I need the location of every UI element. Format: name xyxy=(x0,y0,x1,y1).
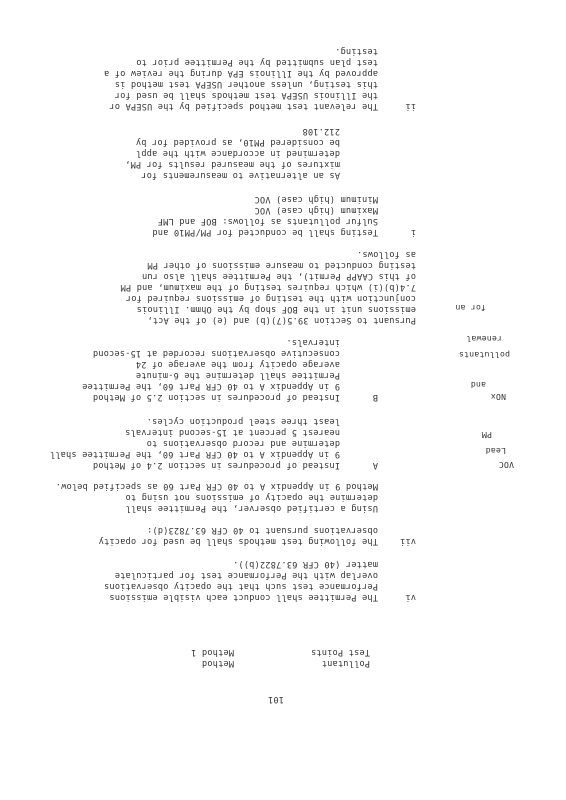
text-line: Instead of procedures in section 2.4 of Method xyxy=(92,460,340,470)
text-line: observations pursuant to 40 CFR 63.7823(d): xyxy=(146,525,378,535)
text-line: determined in accordance with the appl xyxy=(135,148,340,158)
margin-note: PM xyxy=(481,430,492,440)
text-line: Pursuant to Section 39.5(7)(b) and (e) of the Act, xyxy=(147,315,416,325)
paragraph-marker: vi xyxy=(405,592,416,602)
text-line: as follows. xyxy=(356,249,416,259)
text-line: The relevant test method specified by the USEPA or xyxy=(109,101,378,111)
text-line: testing. xyxy=(335,46,378,56)
page-number: 101 xyxy=(267,694,284,704)
margin-note: for an xyxy=(455,303,486,313)
text-line: least three steel production cycles. xyxy=(146,416,340,426)
text-line: Performance test such that the opacity observations xyxy=(103,581,378,591)
text-line: Method 9 in Appendix A to 40 CFR Part 60 as specified below. xyxy=(55,481,378,491)
paragraph-marker: i xyxy=(410,227,416,237)
table-header-col1: Pollutant xyxy=(321,658,370,668)
text-line: nearest 5 percent at 15-second intervals xyxy=(125,427,340,437)
table-header-col2: Method xyxy=(201,658,234,668)
text-line: determine and record observations to xyxy=(146,438,340,448)
text-line: intervals. xyxy=(286,337,340,347)
paragraph-marker: vii xyxy=(399,536,416,546)
text-line: 212.108 xyxy=(302,126,340,136)
table-header-col1-sub: Test Points xyxy=(310,647,370,657)
margin-note: Lead xyxy=(485,446,506,456)
margin-note: VOC xyxy=(498,460,514,470)
text-line: overlap with the Performance test for particulate xyxy=(114,570,378,580)
text-line: conjunction with the testing of emissions required for xyxy=(125,293,416,303)
text-line: Maximum (high case) VOC xyxy=(254,205,378,215)
text-line: The following test methods shall be used for opacity xyxy=(98,536,378,546)
text-line: average opacity from the average of 24 xyxy=(135,359,340,369)
text-line: mixtures of the measured results for PM, xyxy=(125,159,340,169)
text-line: emissions unit in the BOF shop by the Ohmm. Illinois xyxy=(136,304,416,314)
paragraph-marker: B xyxy=(372,392,378,402)
paragraph-marker: A xyxy=(372,460,378,470)
text-line: test plan submitted by the Permittee prior to xyxy=(136,57,378,67)
text-line: approved by the Illinois EPA during the review of a xyxy=(103,68,378,78)
text-line: be considered PM10, as provided for by xyxy=(135,137,340,147)
margin-note: NOx xyxy=(490,392,506,402)
text-line: of this CAAPP Permit), the Permittee shall also run xyxy=(141,271,416,281)
text-line: As an alternative to measurements for xyxy=(141,170,340,180)
text-line: Minimum (high case) VOC xyxy=(254,194,378,204)
text-line: testing conducted to measure emissions of other PM xyxy=(147,260,416,270)
text-line: Testing shall be conducted for PM/PM10 and xyxy=(152,227,378,237)
margin-note: renewal xyxy=(466,334,502,344)
text-line: Sulfur pollutants as follows: BOF and LMF xyxy=(157,216,378,226)
text-line: Using a certified observer, the Permittee shall xyxy=(125,503,378,513)
text-line: the Illinois USEPA test methods shall be used for xyxy=(114,90,378,100)
text-line: determine the opacity of emissions not using to xyxy=(125,492,378,502)
text-line: 9 in Appendix A to 40 CFR Part 60, the Permittee shall xyxy=(49,449,340,459)
text-line: Permittee shall determine the 6-minute xyxy=(135,370,340,380)
text-line: 9 in Appendix A to 40 CFR Part 60, the Permittee xyxy=(82,381,340,391)
paragraph-marker: ii xyxy=(405,101,416,111)
text-line: 7.4(b)(i) which requires testing of the maximum, and PM xyxy=(120,282,416,292)
text-line: matter (40 CFR 63.7822(b)). xyxy=(232,559,378,569)
table-header-col2-sub: Method 1 xyxy=(191,647,234,657)
margin-note: and xyxy=(470,380,486,390)
margin-note: pollutants xyxy=(458,350,510,360)
text-line: The Permittee shall conduct each visible emissions xyxy=(109,592,378,602)
text-line: this testing, unless another USEPA test method is xyxy=(114,79,378,89)
text-line: consecutive observations recorded at 15-second xyxy=(92,348,340,358)
text-line: Instead of procedures in section 2.5 of Method xyxy=(92,392,340,402)
